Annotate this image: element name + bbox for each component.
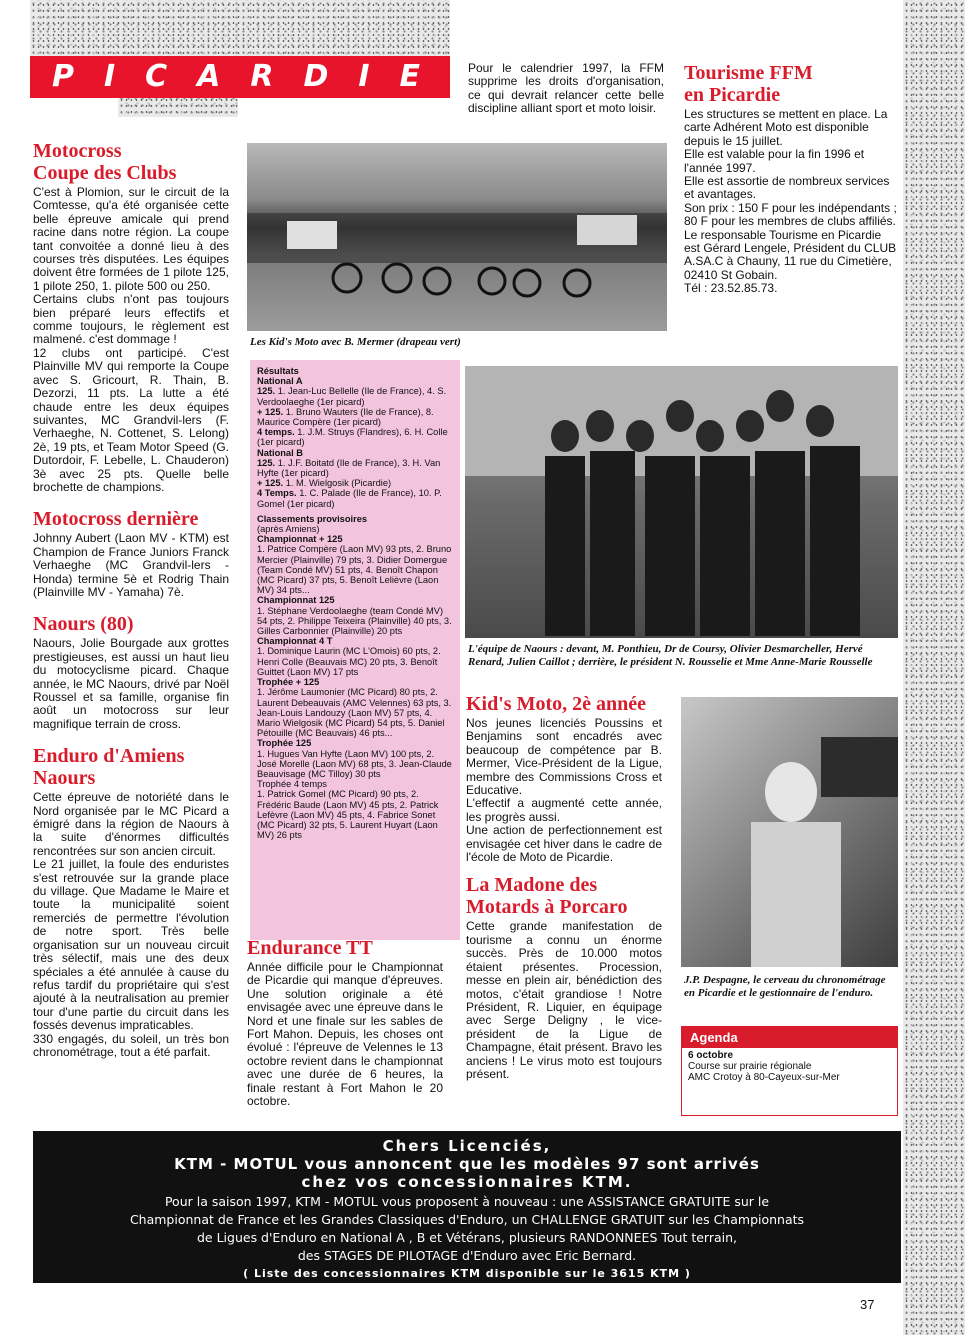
results-line [257,524,453,534]
heading-motocross-clubs: Motocross Coupe des Clubs [33,140,177,184]
results-line-lead: Championnat 4 T [257,636,333,647]
agenda-title: Agenda [682,1027,897,1048]
results-line-text: 1. M. Wielgosik (Picardie) [283,478,392,489]
text-tourisme-4: Son prix : 150 F pour les indépendants ; 80 F pour les membres de clubs affiliés. [684,200,897,229]
text-enduro-2: Le 21 juillet, la foule des enduristes s'est retrouvée sur la grande place du village. Que Madame le Maire et toute la municipalité soient remerciés de permettre l'évolution de notre sport. Très belle organisation sur un nouveau circuit très sélectif, mais une des deux spéciales a été annulée à cause du refus tardif du propriétaire qui s'est ajouté à la neutralisation au premier tour d'une partie du circuit dans les fossés devenus impraticables. [33,857,229,1033]
results-line-lead: 4 temps. [257,427,295,438]
results-line-lead: + 125. [257,406,284,417]
results-line [257,636,453,646]
ad-line4: Pour la saison 1997, KTM - MOTUL vous proposent à nouveau : une ASSISTANCE GRATUITE sur le [164,1194,770,1209]
text-enduro-1: Cette épreuve de notoriété dans le Nord organisée par le MC Picard a émigré dans la région de Naours à la suite d'énormes difficultés rencontrées sur son ancien circuit. [33,790,229,858]
speckle-top-band [30,0,450,58]
photo-naours-team [465,366,898,638]
ad-line2: KTM - MOTUL vous annoncent que les modèles 97 sont arrivés [174,1155,760,1173]
results-line [257,779,453,789]
results-line [257,749,453,780]
results-line-text: 1. Hugues Van Hyfte (Laon MV) 100 pts, 2. José Morelle (Laon MV) 68 pts, 3. Jean-Claude Beauvisage (MC Tilloy) 30 pts [257,748,452,779]
results-line-text: 1. Patrice Compère (Laon MV) 93 pts, 2. Bruno Mercier (Plainville) 79 pts, 3. Didier Domergue (Team Condé MV) 51 pts, 4. Benoît Chapon (MC Picard) 37 pts, 5. Benoît Lelièvre (Laon MV) 34 pts... [257,544,452,596]
text-motocross-derniere: Johnny Aubert (Laon MV - KTM) est Champion de France Juniors Franck Verhaeghe (MC Grandvil-lers - Honda) termine 5è et Rodrig Thain (Plainville MV - Yamaha) 7è. [33,531,229,599]
text-motocross-clubs-2: Certains clubs n'ont pas toujours bien préparé leurs effectifs et comme toujours, le règlement est malmené. c'est dommage ! [33,292,229,347]
text-endurance: Année difficile pour le Championnat de Picardie qui manque d'épreuves. Une solution originale a été envisagée avec une épreuve dans le Nord et une finale sur les sables de Fort Mahon. Depuis, les choses ont évolué : l'épreuve de Velennes le 13 octobre revient dans le championnat avec une durée de 6 heures, la finale restant à Fort Mahon le 20 octobre. [247,960,443,1109]
results-line-lead: Trophée 125 [257,738,312,749]
ad-line8: ( Liste des concessionnaires KTM disponible sur le 3615 KTM ) [243,1267,691,1280]
results-line [257,488,453,508]
results-line [257,458,453,478]
text-naours: Naours, Jolie Bourgade aux grottes prestigieuses, est aussi un haut lieu du motocyclisme picard. Chaque année, le MC Naours, drivé par Noël Roussel et sa famille, organise fin août un motocross sur leur magnifique terrain de cross. [33,636,229,731]
picardie-banner: PICARDIE [30,56,450,98]
results-line-text: 1. Stéphane Verdoolaeghe (team Condé MV) 54 pts, 2. Philippe Teixeira (Plainville) 40 pts, 3. Gilles Carbonnier (Plainville) 20 pts [257,605,452,637]
results-line-text: 1. J.M. Struys (Flandres), 6. H. Colle (1er picard) [257,427,448,448]
text-madone: Cette grande manifestation de tourisme a connu un énorme succès. Près de 10.000 motos étaient présentes. Procession, messe en plein air, bénédiction des motos, c'était grandiose ! Notre Président, R. Liquier, en équipage avec Serge Deligny , le vice-président de la Ligue de Champagne, était présent. Bravo les anciens ! Le virus moto est toujours présent. [466,919,662,1081]
text-tourisme-5: Le responsable Tourisme en Picardie est Gérard Lengele, Président du CLUB A.SA.C à Chauny, 11 rue du Cimetière, 02410 St Gobain. [684,227,897,282]
speckle-right-edge [903,0,965,1335]
results-line-lead: National A [257,376,303,387]
ad-line1: Chers Licenciés, [382,1137,552,1155]
results-title: Résultats [257,366,299,376]
results-line-lead: Championnat 125 [257,595,335,606]
text-tourisme-6: Tél : 23.52.85.73. [684,281,778,296]
results-lines [257,376,453,840]
col-mid-right-lower [466,693,662,1081]
despagne-photo-drawing [681,697,898,967]
page-number: 37 [860,1297,875,1312]
results-line [257,738,453,748]
results-line-text: Trophée 4 temps [257,779,327,790]
results-line-text: 1. J.F. Boitatd (Ile de France), 3. H. Van Hyfte (1er picard) [257,457,441,479]
results-line [257,606,453,637]
photo-despagne [681,697,898,967]
text-ffm-intro: Pour le calendrier 1997, la FFM supprime les droits d'organisation, ce qui devrait relancer cette belle discipline alliant sport et moto loisir. [468,61,664,116]
caption-naours-team: L'équipe de Naours : devant, M. Ponthieu, Dr de Coursy, Olivier Desmarcheller, Hervé Renard, Julien Caillot ; derrière, le président N. Rousselie et Mme Anne-Marie Rousselle [468,643,873,668]
results-line-text: (après Amiens) [257,524,320,535]
heading-naours: Naours (80) [33,613,134,636]
results-line-text: 1. Patrick Gomel (MC Picard) 90 pts, 2. Frédéric Baude (Laon MV) 45 pts, 2. Patrick Lefèvre (Laon MV) 45 pts, 4. Fabrice Sonet (MC Picard) 32 pts, 5. Laurent Huyart (Laon MV) 26 pts [257,789,439,841]
heading-endurance: Endurance TT [247,937,373,959]
text-kids-2: L'effectif a augmenté cette année, les progrès aussi. [466,796,662,824]
col-right-upper [684,62,898,296]
results-line [257,595,453,605]
text-enduro-3: 330 engagés, du soleil, un très bon chronométrage, tout a été parfait. [33,1031,229,1059]
results-box [250,360,460,940]
text-kids-3: Une action de perfectionnement est envisagée cet hiver dans le cadre de l'école de Moto de Picardie. [466,823,662,865]
text-tourisme-2: Elle est valable pour la fin 1996 et l'année 1997. [684,147,865,175]
results-line-lead: National B [257,447,303,458]
results-line [257,376,453,386]
caption-despagne: J.P. Despagne, le cerveau du chronométrage en Picardie et le gestionnaire de l'enduro. [684,974,886,999]
results-line [257,427,453,447]
results-line [257,687,453,738]
results-line-lead: 4 Temps. [257,488,297,499]
results-line-text: 1. Bruno Wauters (Ile de France), 8. Maurice Compère (1er picard) [257,406,434,428]
results-line-lead: 125. [257,457,276,468]
results-line [257,514,453,524]
text-tourisme-3: Elle est assortie de nombreux services et avantages. [684,174,890,202]
results-line-text: 1. Dominique Laurin (MC L'Omois) 60 pts, 2. Henri Colle (Beauvais MC) 20 pts, 3. Benoît Guittet (Laon MV) 17 pts [257,646,441,677]
results-line [257,789,453,840]
col-left [33,140,229,1059]
team-photo-drawing [465,366,898,638]
heading-madone: La Madone des Motards à Porcaro [466,874,628,919]
results-line-lead: 125. [257,386,276,397]
results-line [257,677,453,687]
results-line [257,544,453,595]
results-line [257,646,453,677]
agenda-line2: AMC Crotoy à 80-Cayeux-sur-Mer [688,1072,840,1083]
heading-kids: Kid's Moto, 2è année [466,693,646,715]
results-line-text: 1. Jérôme Laumonier (MC Picard) 80 pts, 2. Laurent Debeauvais (AMC Velennes) 63 pts, 3. Jean-Louis Landouzy (Laon MV) 57 pts, 4. Mario Wielgosik (MC Picard) 54 pts, 5. Daniel Pétouille (MC Beauvais) 46 pts... [257,687,452,739]
caption-kids-moto: Les Kid's Moto avec B. Mermer (drapeau vert) [250,336,461,348]
kids-photo-drawing [247,143,667,331]
heading-motocross-derniere: Motocross dernière [33,508,199,531]
results-line [257,448,453,458]
agenda-date: 6 octobre [688,1050,734,1061]
text-tourisme-1: Les structures se mettent en place. La carte Adhérent Moto est disponible depuis le 15 juillet. [684,107,888,148]
ad-line3: chez vos concessionnaires KTM. [301,1173,633,1191]
heading-enduro: Enduro d'Amiens Naours [33,745,185,790]
results-line-lead: Classements provisoires [257,513,368,524]
results-line-lead: Trophée + 125 [257,677,320,688]
ad-line6: de Ligues d'Enduro en National A , B et Vétérans, plusieurs RANDONNEES Tout terrain, [196,1230,737,1245]
photo-kids-moto [247,143,667,331]
ad-line5: Championnat de France et les Grandes Classiques d'Enduro, un CHALLENGE GRATUIT sur les Championnats [129,1212,805,1227]
agenda-box [681,1026,898,1116]
agenda-line1: Course sur prairie régionale [688,1061,812,1072]
results-line-text: 1. Jean-Luc Bellelle (Ile de France), 4. S. Verdoolaeghe (1er picard) [257,386,447,407]
results-line-lead: + 125. [257,478,284,489]
col-mid-lower [247,937,443,1108]
text-kids-1: Nos jeunes licenciés Poussins et Benjamins sont encadrés avec beaucoup de compétence par B. Mermer, Vice-Président de la Ligue, membre des Commissions Cross et Educative. [466,716,662,798]
results-line [257,534,453,544]
results-line-lead: Championnat + 125 [257,534,343,545]
ktm-ad [33,1131,901,1283]
text-motocross-clubs-1: C'est à Plomion, sur le circuit de la Comtesse, qu'a été organisée cette belle épreuve amicale qui prend racine dans notre région. La coupe tant convoitée a donné lieu à des courses très disputées. Les équipes doivent être formées de 1 pilote 125, 1 pilote 250, 1. pilote 500 ou 250. [33,185,229,293]
results-line-text: 1. C. Palade (Ile de France), 10. P. Gomel (1er picard) [257,488,442,509]
text-motocross-clubs-3: 12 clubs ont participé. C'est Plainville MV qui remporte la Coupe avec S. Gricourt, R. Thain, B. Dezorzi, 11 pts. La lutte a été chaude entre les deux équipes suivantes, MC Grandvil-lers (F. Verhaeghe, N. Cottenet, S. Lelong) 2è, 19 pts, et Team Motor Speed (G. Dutordoir, F. Lebelle, L. Chauderon) 3è avec 25 pts. Quelle belle brochette de champions. [33,345,229,494]
results-line [257,478,453,488]
heading-tourisme: Tourisme FFM en Picardie [684,62,813,106]
ad-line7: des STAGES DE PILOTAGE d'Enduro avec Eric Bernard. [297,1248,637,1263]
results-line [257,386,453,406]
speckle-under-banner [118,95,238,117]
results-line [257,407,453,427]
